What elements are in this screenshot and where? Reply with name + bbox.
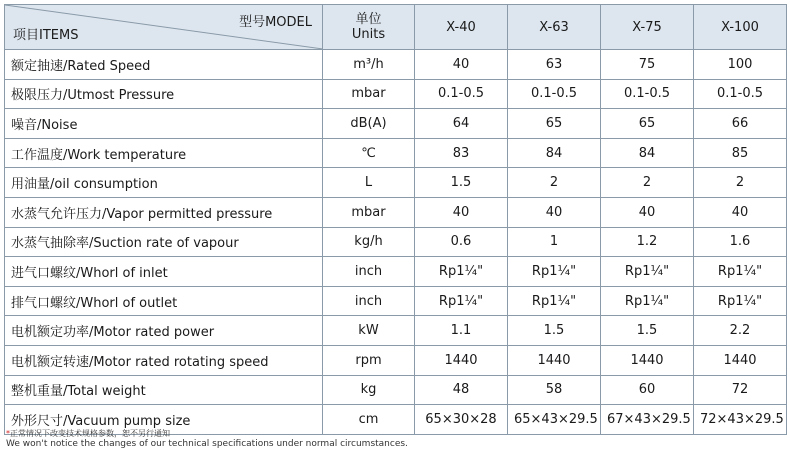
unit-cell: mbar	[323, 197, 415, 227]
table-row	[5, 345, 787, 375]
item-cell: 水蒸气抽除率/Suction rate of vapour	[5, 227, 323, 257]
table-row	[5, 375, 787, 405]
value-cell: 0.1-0.5	[415, 79, 508, 109]
item-cell: 极限压力/Utmost Pressure	[5, 79, 323, 109]
value-cell: 72	[694, 375, 787, 405]
value-cell: 1.1	[415, 316, 508, 346]
value-cell: 84	[601, 138, 694, 168]
value-cell: 60	[601, 375, 694, 405]
table-row	[5, 316, 787, 346]
value-cell: 67×43×29.5	[601, 405, 694, 435]
unit-cell: kW	[323, 316, 415, 346]
value-cell: 1440	[601, 345, 694, 375]
value-cell: 1.5	[601, 316, 694, 346]
value-cell: 1440	[508, 345, 601, 375]
unit-cell: inch	[323, 286, 415, 316]
items-label: 项目ITEMS	[13, 28, 79, 43]
value-cell: 40	[601, 197, 694, 227]
item-cell: 工作温度/Work temperature	[5, 138, 323, 168]
value-cell: Rp1¼"	[601, 257, 694, 287]
value-cell: 83	[415, 138, 508, 168]
value-cell: Rp1¼"	[694, 257, 787, 287]
model-header-x75: X-75	[601, 5, 694, 50]
unit-cell: kg	[323, 375, 415, 405]
table-row	[5, 168, 787, 198]
table-row	[5, 79, 787, 109]
footnote	[6, 428, 408, 450]
item-cell: 电机额定功率/Motor rated power	[5, 316, 323, 346]
table-row	[5, 138, 787, 168]
unit-cell: inch	[323, 257, 415, 287]
value-cell: 1.6	[694, 227, 787, 257]
item-cell: 进气口螺纹/Whorl of inlet	[5, 257, 323, 287]
value-cell: Rp1¼"	[601, 286, 694, 316]
unit-header-cell	[323, 5, 415, 50]
item-cell: 排气口螺纹/Whorl of outlet	[5, 286, 323, 316]
value-cell: 2	[694, 168, 787, 198]
value-cell: Rp1¼"	[415, 257, 508, 287]
table-row	[5, 50, 787, 80]
unit-cell: rpm	[323, 345, 415, 375]
value-cell: Rp1¼"	[508, 257, 601, 287]
value-cell: 84	[508, 138, 601, 168]
value-cell: 72×43×29.5	[694, 405, 787, 435]
unit-cell: cm	[323, 405, 415, 435]
value-cell: 65	[508, 109, 601, 139]
value-cell: Rp1¼"	[694, 286, 787, 316]
value-cell: 65×30×28	[415, 405, 508, 435]
unit-label-en: Units	[351, 27, 386, 42]
value-cell: 63	[508, 50, 601, 80]
header-row	[5, 5, 787, 50]
value-cell: 40	[415, 50, 508, 80]
table-row	[5, 257, 787, 287]
value-cell: 0.1-0.5	[694, 79, 787, 109]
value-cell: 1.5	[508, 316, 601, 346]
item-cell: 用油量/oil consumption	[5, 168, 323, 198]
header-corner-cell	[5, 5, 323, 50]
unit-cell: kg/h	[323, 227, 415, 257]
value-cell: 65×43×29.5	[508, 405, 601, 435]
value-cell: 48	[415, 375, 508, 405]
item-cell: 额定抽速/Rated Speed	[5, 50, 323, 80]
item-cell: 水蒸气允许压力/Vapor permitted pressure	[5, 197, 323, 227]
value-cell: 0.1-0.5	[601, 79, 694, 109]
model-header-x63: X-63	[508, 5, 601, 50]
footnote-cn: 正常情况下改变技术规格参数，恕不另行通知	[10, 429, 170, 438]
value-cell: 1.5	[415, 168, 508, 198]
value-cell: Rp1¼"	[508, 286, 601, 316]
value-cell: 1440	[694, 345, 787, 375]
value-cell: 100	[694, 50, 787, 80]
unit-cell: dB(A)	[323, 109, 415, 139]
item-cell: 外形尺寸/Vacuum pump size	[5, 405, 323, 435]
value-cell: 40	[508, 197, 601, 227]
footnote-star: *	[6, 429, 10, 438]
unit-cell: m³/h	[323, 50, 415, 80]
spec-table	[4, 4, 787, 435]
value-cell: 65	[601, 109, 694, 139]
unit-label-cn: 单位	[355, 12, 382, 27]
value-cell: 75	[601, 50, 694, 80]
unit-cell: L	[323, 168, 415, 198]
table-row	[5, 286, 787, 316]
value-cell: 40	[694, 197, 787, 227]
value-cell: 1440	[415, 345, 508, 375]
table-row	[5, 109, 787, 139]
value-cell: 1.2	[601, 227, 694, 257]
value-cell: 64	[415, 109, 508, 139]
item-cell: 噪音/Noise	[5, 109, 323, 139]
value-cell: 2	[508, 168, 601, 198]
value-cell: 66	[694, 109, 787, 139]
item-cell: 整机重量/Total weight	[5, 375, 323, 405]
footnote-en: We won't notice the changes of our technical specifications under normal circumstances.	[6, 439, 408, 449]
unit-cell: ℃	[323, 138, 415, 168]
model-header-x40: X-40	[415, 5, 508, 50]
value-cell: 58	[508, 375, 601, 405]
value-cell: 2	[601, 168, 694, 198]
value-cell: 40	[415, 197, 508, 227]
value-cell: Rp1¼"	[415, 286, 508, 316]
table-row	[5, 197, 787, 227]
item-cell: 电机额定转速/Motor rated rotating speed	[5, 345, 323, 375]
model-label: 型号MODEL	[239, 15, 312, 30]
value-cell: 0.6	[415, 227, 508, 257]
value-cell: 0.1-0.5	[508, 79, 601, 109]
unit-cell: mbar	[323, 79, 415, 109]
value-cell: 1	[508, 227, 601, 257]
value-cell: 85	[694, 138, 787, 168]
table-row	[5, 227, 787, 257]
value-cell: 2.2	[694, 316, 787, 346]
model-header-x100: X-100	[694, 5, 787, 50]
